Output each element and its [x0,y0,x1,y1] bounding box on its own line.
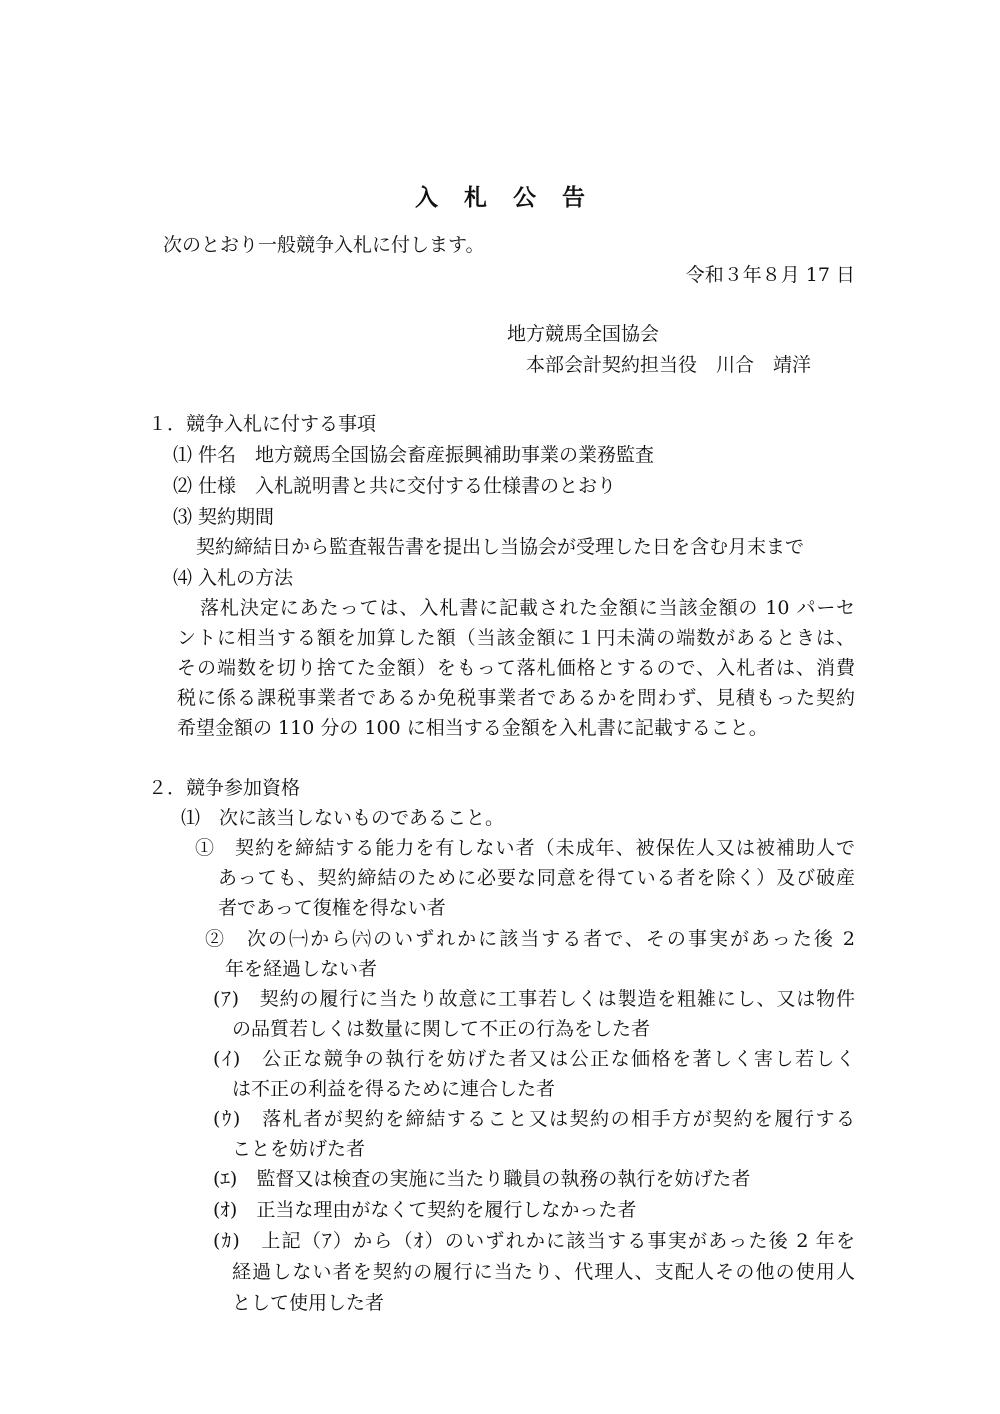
s1-item-4-line: ントに相当する額を加算した額（当該金額に１円未満の端数があるときは、 [177,627,855,649]
s2-clause-1-line: あっても、契約締結のために必要な同意を得ている者を除く）及び破産 [218,867,855,889]
org-name: 地方競馬全国協会 [507,323,660,345]
intro-text: 次のとおり一般競争入札に付します。 [163,234,485,256]
s2-sub-d: (ｴ) 監督又は検査の実施に当たり職員の執務の執行を妨げた者 [213,1168,751,1190]
s2-clause-2-line: ② 次の㈠から㈥のいずれかに該当する者で、その事実があった後 2 [205,928,855,950]
page-title: 入札公告 [415,184,611,211]
s2-sub-e: (ｵ) 正当な理由がなくて契約を履行しなかった者 [213,1199,637,1221]
org-officer: 本部会計契約担当役 川合 靖洋 [526,354,812,376]
s2-clause-1-line: ① 契約を締結する能力を有しない者（未成年、被保佐人又は被補助人で [195,837,855,859]
s1-item-4: ⑷ 入札の方法 [173,567,294,589]
s1-item-4-line: その端数を切り捨てた金額）をもって落札価格とするので、入札者は、消費 [177,657,855,679]
s1-item-1: ⑴ 件名 地方競馬全国協会畜産振興補助事業の業務監査 [173,444,655,466]
s2-clause-2-line: 年を経過しない者 [225,958,378,980]
s2-sub-f-line: として使用した者 [232,1292,385,1314]
section-1-heading: １．競争入札に付する事項 [148,413,377,435]
s2-sub-f-line: (ｶ) 上記（ｱ）から（ｵ）のいずれかに該当する事実があった後 2 年を [213,1230,855,1252]
s2-sub-a-line: の品質若しくは数量に関して不正の行為をした者 [232,1018,651,1040]
s1-item-4-line: 落札決定にあたっては、入札書に記載された金額に当該金額の 10 パーセ [200,597,855,619]
notice-date: 令和３年８月 17 日 [685,264,855,286]
s1-item-4-line: 税に係る課税事業者であるか免税事業者であるかを問わず、見積もった契約 [177,687,855,709]
s1-item-3-body: 契約締結日から監査報告書を提出し当協会が受理した日を含む月末まで [196,536,805,558]
s2-sub-c-line: ことを妨げた者 [232,1138,366,1160]
s2-sub-c-line: (ｳ) 落札者が契約を締結すること又は契約の相手方が契約を履行する [213,1108,855,1130]
s2-clause-1-line: 者であって復権を得ない者 [218,897,446,919]
s1-item-4-line: 希望金額の 110 分の 100 に相当する金額を入札書に記載すること。 [177,717,768,739]
s2-item-1: ⑴ 次に該当しないものであること。 [181,807,505,829]
s1-item-2: ⑵ 仕様 入札説明書と共に交付する仕様書のとおり [173,475,617,497]
s1-item-3: ⑶ 契約期間 [173,506,275,528]
s2-sub-b-line: (ｲ) 公正な競争の執行を妨げた者又は公正な価格を著しく害し若しく [213,1048,855,1070]
section-2-heading: ２．競争参加資格 [148,777,301,799]
s2-sub-a-line: (ｱ) 契約の履行に当たり故意に工事若しくは製造を粗雑にし、又は物件 [213,988,855,1010]
s2-sub-b-line: は不正の利益を得るために連合した者 [232,1078,556,1100]
s2-sub-f-line: 経過しない者を契約の履行に当たり、代理人、支配人その他の使用人 [232,1261,855,1283]
